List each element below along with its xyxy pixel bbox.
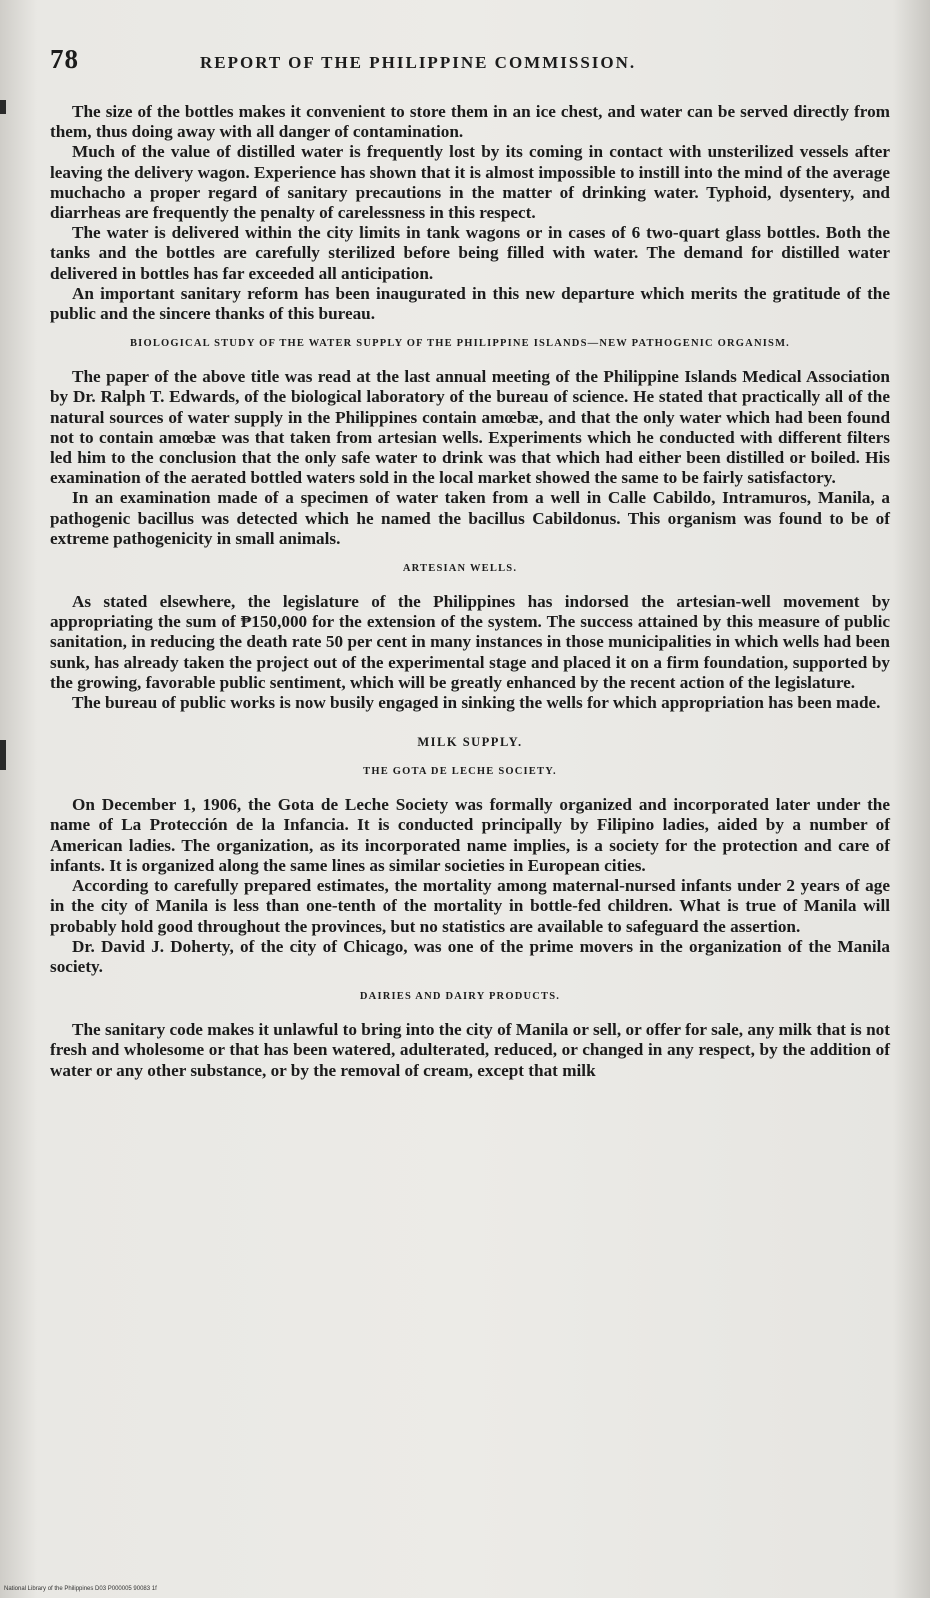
dairies-section: [50, 1020, 890, 1081]
paragraph: Much of the value of distilled water is frequently lost by its coming in contact with unsterilized vessels after leaving the delivery wagon. Experience has shown that it is almost impossible to instill into the mind of the average muchacho a proper regard of sanitary precautions in the matter of drinking water. Typhoid, dysentery, and diarrheas are frequently the penalty of carelessness in this respect.: [50, 142, 890, 223]
section-heading-gota: THE GOTA DE LECHE SOCIETY.: [363, 766, 557, 778]
scan-footer: National Library of the Philippines D03 P000005 90083 1f: [4, 1586, 157, 1592]
paragraph: In an examination made of a specimen of water taken from a well in Calle Cabildo, Intramuros, Manila, a pathogenic bacillus was detected which he named the bacillus Cabildonus. This organism was found to be of extreme pathogenicity in small animals.: [50, 488, 890, 548]
paragraph: The paper of the above title was read at the last annual meeting of the Philippine Islands Medical Association by Dr. Ralph T. Edwards, of the biological laboratory of the bureau of science. He stated that practically all of the natural sources of water supply in the Philippines contain amœbæ, and that the only water which had been found not to contain amœbæ was that taken from artesian wells. Experiments which he conducted with different filters led him to the conclusion that the only safe water to drink was that which had either been distilled or boiled. His examination of the aerated bottled waters sold in the local market showed the same to be fairly satisfactory.: [50, 367, 890, 488]
paragraph: The sanitary code makes it unlawful to bring into the city of Manila or sell, or offer for sale, any milk that is not fresh and wholesome or that has been watered, adulterated, reduced, or changed in any respect, by the addition of water or any other substance, or by the removal of cream, except that milk: [50, 1020, 890, 1080]
paragraph: On December 1, 1906, the Gota de Leche Society was formally organized and incorporated later under the name of La Protección de la Infancia. It is conducted principally by Filipino ladies, aided by a number of American ladies. The organization, as its incorporated name implies, is a society for the protection and care of infants. It is organized along the same lines as similar societies in European cities.: [50, 795, 890, 875]
paragraph: The bureau of public works is now busily engaged in sinking the wells for which appropriation has been made.: [72, 693, 881, 713]
paragraph: Dr. David J. Doherty, of the city of Chicago, was one of the prime movers in the organization of the Manila society.: [50, 936, 890, 976]
paragraph: The size of the bottles makes it convenient to store them in an ice chest, and water can be served directly from them, thus doing away with all danger of contamination.: [50, 102, 890, 142]
page-header: [50, 44, 890, 84]
paragraph: An important sanitary reform has been inaugurated in this new departure which merits the gratitude of the public and the sincere thanks of this bureau.: [50, 283, 890, 324]
biological-section: [50, 367, 890, 549]
intro-section: [50, 102, 890, 324]
artesian-section: [50, 592, 890, 713]
page-number: 78: [50, 44, 79, 74]
paragraph: According to carefully prepared estimates, the mortality among maternal-nursed infants under 2 years of age in the city of Manila is less than one-tenth of the mortality in bottle-fed children. What is true of Manila will probably hold good throughout the provinces, but no statistics are available to safeguard the assertion.: [50, 876, 890, 936]
gota-section: [50, 795, 890, 977]
section-heading-biological: BIOLOGICAL STUDY OF THE WATER SUPPLY OF THE PHILIPPINE ISLANDS—NEW PATHOGENIC ORGANISM.: [129, 338, 791, 350]
section-heading-milk: MILK SUPPLY.: [417, 735, 523, 750]
paragraph: The water is delivered within the city limits in tank wagons or in cases of 6 two-quart glass bottles. Both the tanks and the bottles are carefully sterilized before being filled with water. The demand for distilled water delivered in bottles has far exceeded all anticipation.: [50, 223, 890, 283]
section-heading-artesian: ARTESIAN WELLS.: [402, 563, 518, 575]
paragraph: As stated elsewhere, the legislature of the Philippines has indorsed the artesian-well movement by appropriating the sum of ₱150,000 for the extension of the system. The success attained by this measure of public sanitation, in reducing the death rate 50 per cent in many instances in those municipalities in which wells had been sunk, has already taken the project out of the experimental stage and placed it on a firm foundation, supported by the growing, favorable public sentiment, which will be greatly enhanced by the recent action of the legislature.: [50, 592, 890, 692]
scan-edge-mark: [0, 100, 6, 114]
section-heading-dairies: DAIRIES AND DAIRY PRODUCTS.: [359, 991, 561, 1003]
running-head: REPORT OF THE PHILIPPINE COMMISSION.: [200, 53, 637, 72]
scan-edge-mark: [0, 740, 6, 770]
